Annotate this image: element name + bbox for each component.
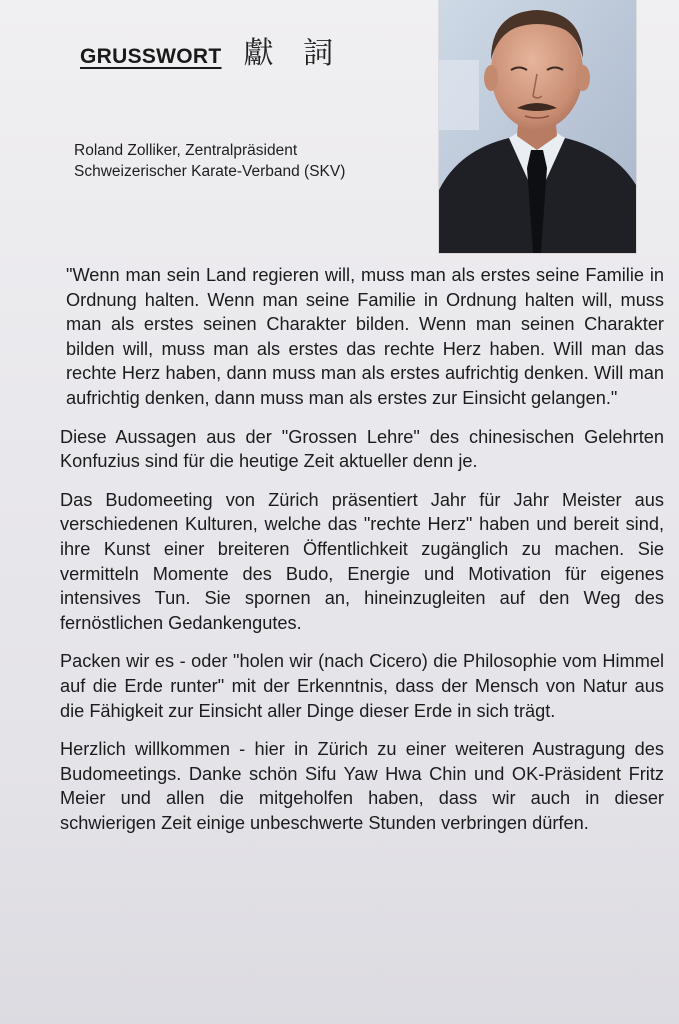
- paragraph-welcome: Herzlich willkommen - hier in Zürich zu einer weiteren Austragung des Budomeetings. Danke schön Sifu Yaw Hwa Chin und OK-Präsident Fritz Meier und allen die mitgeholfen haben, dass wir auch in dieser schwierigen Zeit einige unbeschwerte Stunden verbringen dürfen.: [60, 739, 664, 833]
- portrait-icon: [439, 0, 636, 253]
- paragraph-confucius-context: Diese Aussagen aus der "Grossen Lehre" des chinesischen Gelehrten Konfuzius sind für die heutige Zeit aktueller denn je.: [60, 426, 664, 472]
- paragraph-cicero: Packen wir es - oder "holen wir (nach Cicero) die Philosophie vom Himmel auf die Erde runter" mit der Erkenntnis, dass der Mensch von Natur aus die Fähigkeit zur Einsicht aller Dinge dieser Erde in sich trägt.: [60, 651, 664, 721]
- portrait-photo: [439, 0, 636, 253]
- paragraph-budomeeting: Das Budomeeting von Zürich präsentiert Jahr für Jahr Meister aus verschiedenen Kulturen, welche das "rechte Herz" haben und bereit sind, ihre Kunst einer breiteren Öffentlichkeit zugänglich zu machen. Sie vermitteln Momente des Budo, Energie und Motivation für eigenes intensives Tun. Sie spornen an, hineinzugleiten auf den Weg des fernöstlichen Gedankengutes.: [60, 489, 664, 633]
- page-heading: [80, 28, 343, 72]
- author-name-title: Roland Zolliker, Zentralpräsident: [74, 142, 298, 159]
- author-organization: Schweizerischer Karate-Verband (SKV): [74, 163, 346, 180]
- letter-body: [60, 263, 664, 849]
- confucius-quote: "Wenn man sein Land regieren will, muss man als erstes seine Familie in Ordnung halten. Wenn man seine Familie in Ordnung halten will, muss man als erstes seinen Charakter bilden. Wenn man seinen Charakter bilden will, muss man als erstes das rechte Herz haben. Will man das rechte Herz haben, dann muss man als erstes aufrichtig denken. Will man aufrichtig denken, dann muss man als erstes zur Einsicht gelangen.": [66, 265, 664, 408]
- author-block: [74, 140, 345, 182]
- chinese-title: 獻 詞: [243, 36, 344, 71]
- page-title: GRUSSWORT: [80, 45, 222, 68]
